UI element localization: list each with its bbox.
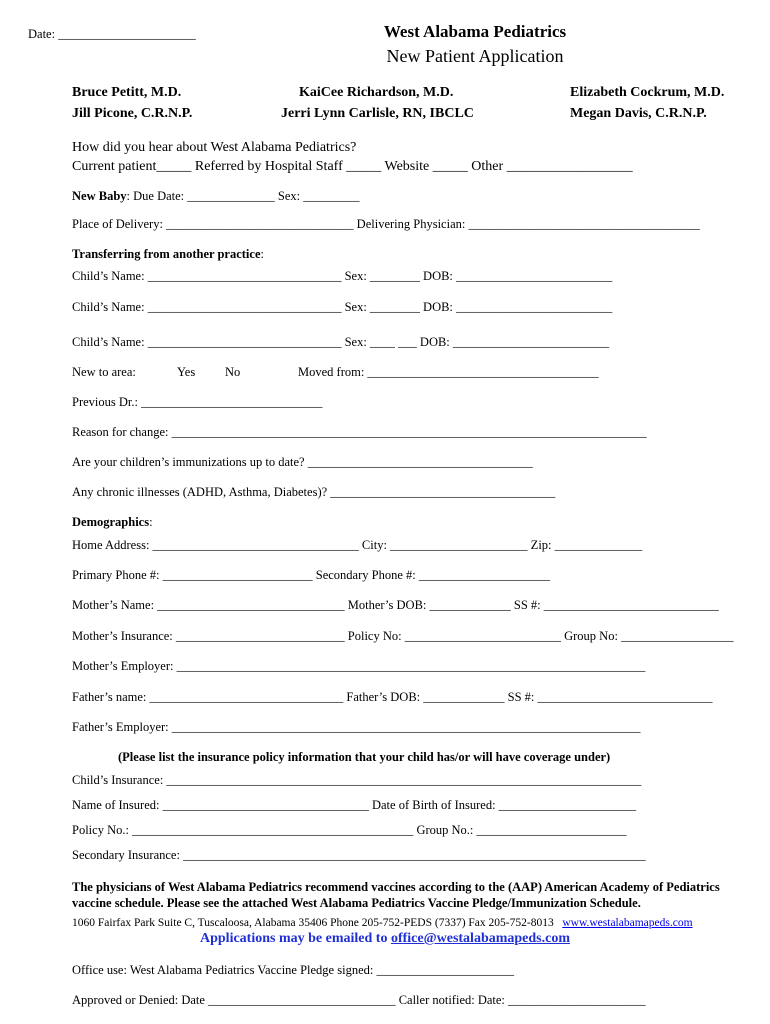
demographics-heading: Demographics: [72, 515, 153, 529]
child-name-field-3[interactable]: Child’s Name: _______________________________ Sex: ____ ___ DOB: _________________________ [72, 335, 610, 349]
transfer-heading: Transferring from another practice: [72, 247, 264, 261]
moved-from-field[interactable]: Moved from: _____________________________________ [298, 365, 599, 379]
new-to-area-yes-option[interactable]: Yes [177, 365, 196, 379]
name-of-insured-field[interactable]: Name of Insured: _________________________________ Date of Birth of Insured: ______________________ [72, 798, 637, 812]
mother-insurance-field[interactable]: Mother’s Insurance: ___________________________ Policy No: _________________________ Group No: __________________ [72, 629, 734, 643]
child-name-field-2[interactable]: Child’s Name: _______________________________ Sex: ________ DOB: _________________________ [72, 300, 613, 314]
doctor-name: Elizabeth Cockrum, M.D. [570, 85, 725, 100]
secondary-insurance-field[interactable]: Secondary Insurance: __________________________________________________________________________ [72, 848, 646, 862]
father-name-field[interactable]: Father’s name: _______________________________ Father’s DOB: _____________ SS #: ____________________________ [72, 690, 713, 704]
website-link[interactable]: www.westalabamapeds.com [562, 917, 693, 929]
doctor-name: KaiCee Richardson, M.D. [299, 85, 454, 100]
email-line [0, 931, 770, 947]
vaccine-notice-line-2: vaccine schedule. Please see the attached West Alabama Pediatrics Vaccine Pledge/Immunization Schedule. [72, 896, 641, 910]
immunizations-field[interactable]: Are your children’s immunizations up to date? ____________________________________ [72, 455, 533, 469]
new-to-area-label: New to area: [72, 365, 136, 379]
doctors-column-2 [281, 82, 474, 124]
referral-question: How did you hear about West Alabama Pediatrics? [72, 140, 357, 155]
child-insurance-field[interactable]: Child’s Insurance: ____________________________________________________________________________ [72, 773, 642, 787]
insurance-note: (Please list the insurance policy information that your child has/or will have coverage under) [118, 750, 611, 764]
approved-denied-field[interactable]: Approved or Denied: Date ______________________________ Caller notified: Date: ______________________ [72, 993, 646, 1007]
previous-dr-field[interactable]: Previous Dr.: _____________________________ [72, 395, 323, 409]
doctor-name: Jill Picone, C.R.N.P. [72, 106, 193, 121]
doctor-name: Megan Davis, C.R.N.P. [570, 106, 707, 121]
doctors-column-3 [570, 82, 724, 124]
child-name-field-1[interactable]: Child’s Name: _______________________________ Sex: ________ DOB: _________________________ [72, 269, 613, 283]
new-baby-label: New Baby [72, 189, 127, 203]
address-text: 1060 Fairfax Park Suite C, Tuscaloosa, Alabama 35406 Phone 205-752-PEDS (7337) Fax 205-752-8013 [72, 917, 554, 929]
home-address-field[interactable]: Home Address: _________________________________ City: ______________________ Zip: ______________ [72, 538, 643, 552]
doctor-name: Jerri Lynn Carlisle, RN, IBCLC [281, 106, 474, 121]
mother-name-field[interactable]: Mother’s Name: ______________________________ Mother’s DOB: _____________ SS #: ____________________________ [72, 598, 719, 612]
email-link[interactable]: office@westalabamapeds.com [390, 931, 570, 946]
form-title: New Patient Application [386, 46, 564, 66]
email-prefix: Applications may be emailed to [200, 931, 391, 946]
practice-name: West Alabama Pediatrics [383, 22, 567, 41]
doctor-name: Bruce Petitt, M.D. [72, 85, 182, 100]
referral-options[interactable]: Current patient_____ Referred by Hospital Staff _____ Website _____ Other __________________ [72, 159, 633, 174]
chronic-illnesses-field[interactable]: Any chronic illnesses (ADHD, Asthma, Diabetes)? ____________________________________ [72, 485, 556, 499]
place-of-delivery-field[interactable]: Place of Delivery: ______________________________ Delivering Physician: _____________________________________ [72, 217, 700, 231]
vaccine-notice-line-1: The physicians of West Alabama Pediatrics recommend vaccines according to the (AAP) American Academy of Pediatrics [72, 880, 720, 894]
father-employer-field[interactable]: Father’s Employer: ___________________________________________________________________________ [72, 720, 641, 734]
date-field[interactable]: Date: ______________________ [28, 27, 196, 41]
new-to-area-no-option[interactable]: No [225, 365, 241, 379]
office-use-field[interactable]: Office use: West Alabama Pediatrics Vaccine Pledge signed: ______________________ [72, 963, 514, 977]
reason-for-change-field[interactable]: Reason for change: ____________________________________________________________________________ [72, 425, 647, 439]
contact-line [72, 917, 693, 929]
doctors-column-1 [72, 82, 192, 124]
due-date-field[interactable]: : Due Date: ______________ Sex: _________ [126, 189, 360, 203]
referral-section [72, 138, 633, 176]
phone-field[interactable]: Primary Phone #: ________________________ Secondary Phone #: _____________________ [72, 568, 551, 582]
policy-group-field[interactable]: Policy No.: _____________________________________________ Group No.: ________________________ [72, 823, 627, 837]
mother-employer-field[interactable]: Mother’s Employer: ___________________________________________________________________________ [72, 659, 646, 673]
new-baby-row[interactable] [72, 189, 360, 204]
